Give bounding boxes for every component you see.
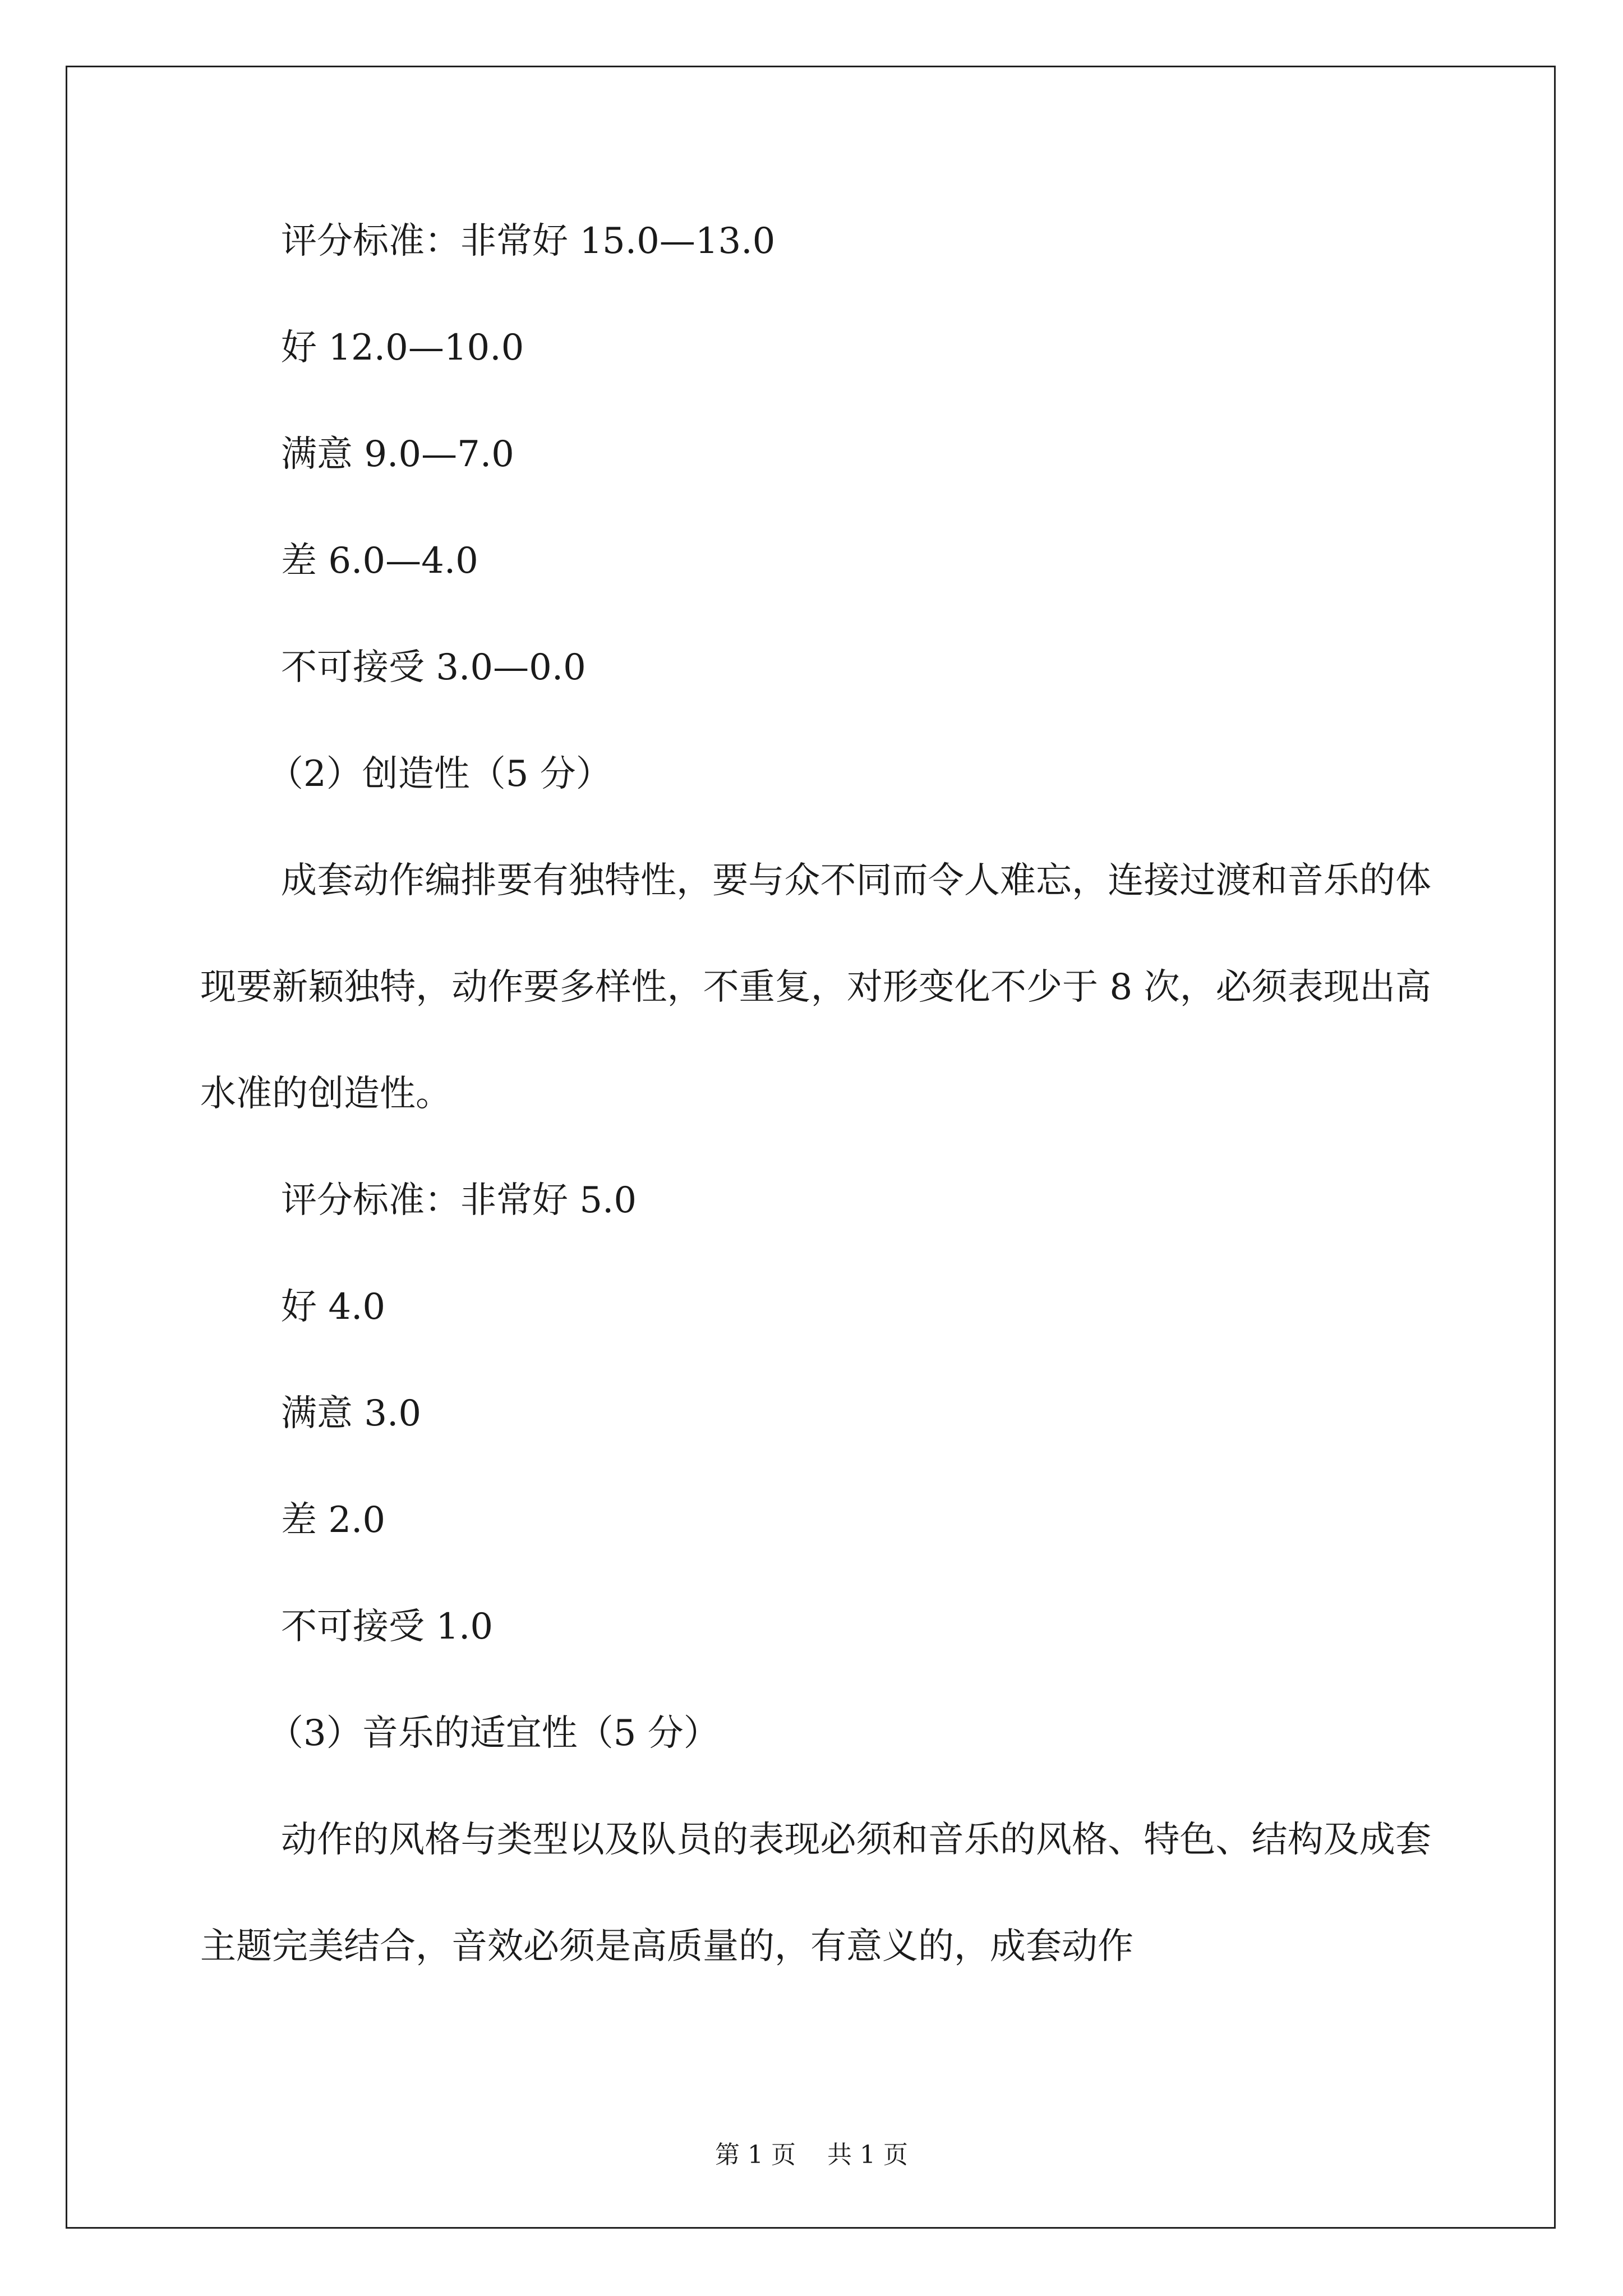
- score-line: 好 12.0—10.0: [281, 327, 524, 369]
- score-line: 不可接受 3.0—0.0: [281, 647, 586, 688]
- score-line: 差 6.0—4.0: [281, 540, 478, 582]
- score-line: 满意 3.0: [281, 1393, 422, 1434]
- page-number: 第 1 页: [715, 2141, 796, 2169]
- score-line: 不可接受 1.0: [281, 1606, 494, 1648]
- section-heading: （3）音乐的适宜性（5 分）: [268, 1713, 720, 1754]
- page-footer: [0, 2134, 1623, 2170]
- score-line: 好 4.0: [281, 1286, 386, 1328]
- score-line: 差 2.0: [281, 1499, 386, 1541]
- section-heading: （2）创造性（5 分）: [268, 753, 612, 795]
- body-paragraph: 成套动作编排要有独特性，要与众不同而令人难忘，连接过渡和音乐的体现要新颖独特，动作要多样性，不重复，对形变化不少于 8 次，必须表现出高水准的创造性。: [200, 860, 1431, 1115]
- score-line: 评分标准：非常好 15.0—13.0: [281, 220, 776, 262]
- score-line: 评分标准：非常好 5.0: [281, 1180, 637, 1221]
- page-total: 共 1 页: [827, 2141, 908, 2169]
- body-paragraph: 动作的风格与类型以及队员的表现必须和音乐的风格、特色、结构及成套主题完美结合，音效必须是高质量的，有意义的，成套动作: [200, 1819, 1431, 1967]
- score-line: 满意 9.0—7.0: [281, 434, 514, 475]
